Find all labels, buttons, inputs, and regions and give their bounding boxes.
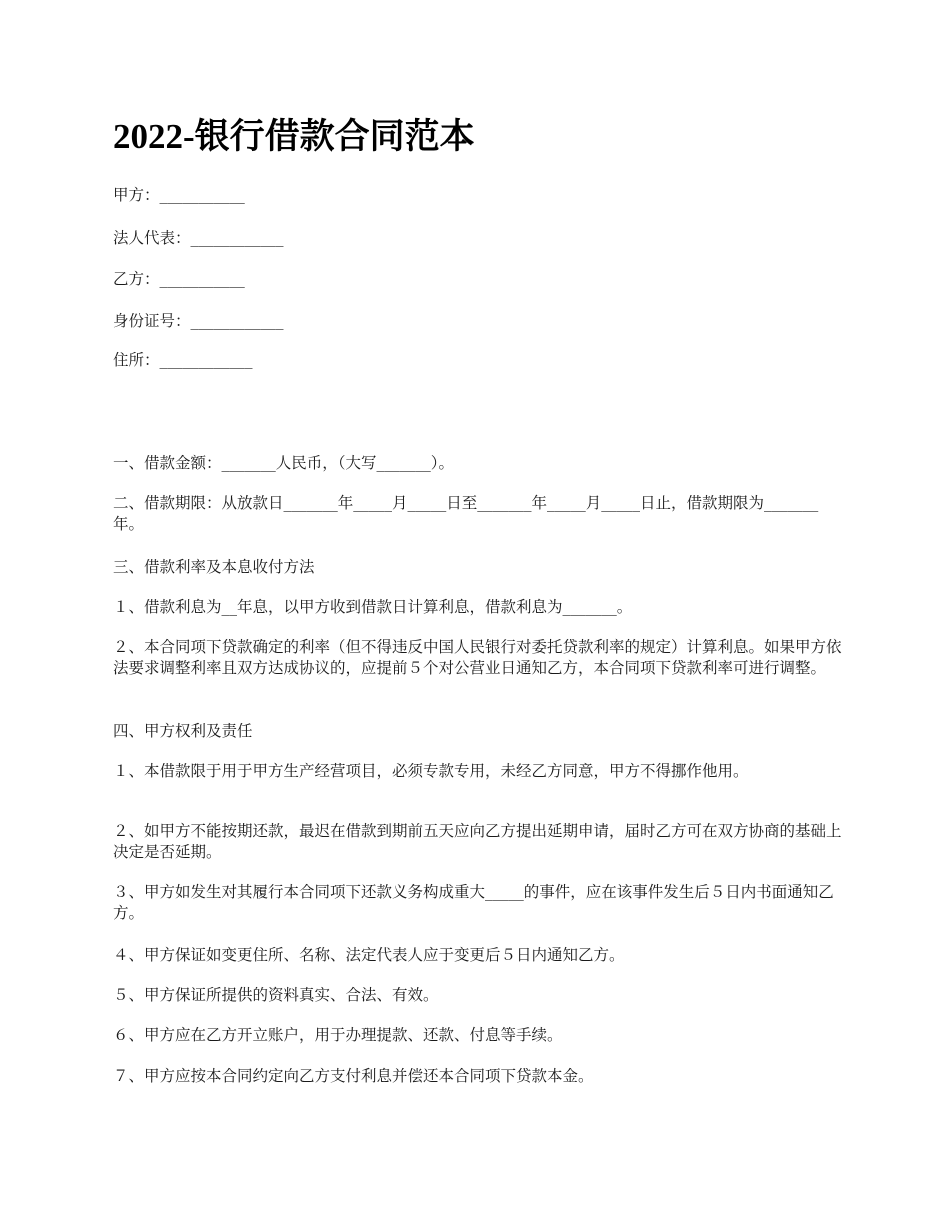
clause-amount: 一、借款金额：_______人民币，（大写_______）。 xyxy=(113,454,455,472)
clause-rights-3: ３、甲方如发生对其履行本合同项下还款义务构成重大_____的事件，应在该事件发生后５日内书面通知乙方。 xyxy=(113,883,834,922)
clause-term: 二、借款期限：从放款日_______年_____月_____日至_______年_____月_____日止，借款期限为_______年。 xyxy=(113,494,819,533)
address-field: 住所：____________ xyxy=(113,351,253,369)
clause-interest-2: ２、本合同项下贷款确定的利率（但不得违反中国人民银行对委托贷款利率的规定）计算利息。如果甲方依法要求调整利率且双方达成协议的，应提前５个对公营业日通知乙方，本合同项下贷款利率可进行调整。 xyxy=(113,638,842,677)
party-a-field: 甲方：___________ xyxy=(113,186,245,204)
clause-rights-6: ６、甲方应在乙方开立账户，用于办理提款、还款、付息等手续。 xyxy=(113,1026,563,1044)
clause-rights-7: ７、甲方应按本合同约定向乙方支付利息并偿还本合同项下贷款本金。 xyxy=(113,1067,594,1085)
party-b-field: 乙方：___________ xyxy=(113,270,245,288)
clause-rights-1: １、本借款限于用于甲方生产经营项目，必须专款专用，未经乙方同意，甲方不得挪作他用。 xyxy=(113,762,749,780)
id-number-field: 身份证号：____________ xyxy=(113,312,284,330)
section-heading-rights: 四、甲方权利及责任 xyxy=(113,722,253,740)
section-heading-interest: 三、借款利率及本息收付方法 xyxy=(113,558,315,576)
clause-interest-1: １、借款利息为__年息，以甲方收到借款日计算利息，借款利息为_______。 xyxy=(113,598,633,616)
document-title: 2022-银行借款合同范本 xyxy=(113,117,475,156)
clause-rights-2: ２、如甲方不能按期还款，最迟在借款到期前五天应向乙方提出延期申请，届时乙方可在双方协商的基础上决定是否延期。 xyxy=(113,822,842,861)
clause-rights-4: ４、甲方保证如变更住所、名称、法定代表人应于变更后５日内通知乙方。 xyxy=(113,946,625,964)
clause-rights-5: ５、甲方保证所提供的资料真实、合法、有效。 xyxy=(113,986,439,1004)
legal-rep-field: 法人代表：____________ xyxy=(113,229,284,247)
